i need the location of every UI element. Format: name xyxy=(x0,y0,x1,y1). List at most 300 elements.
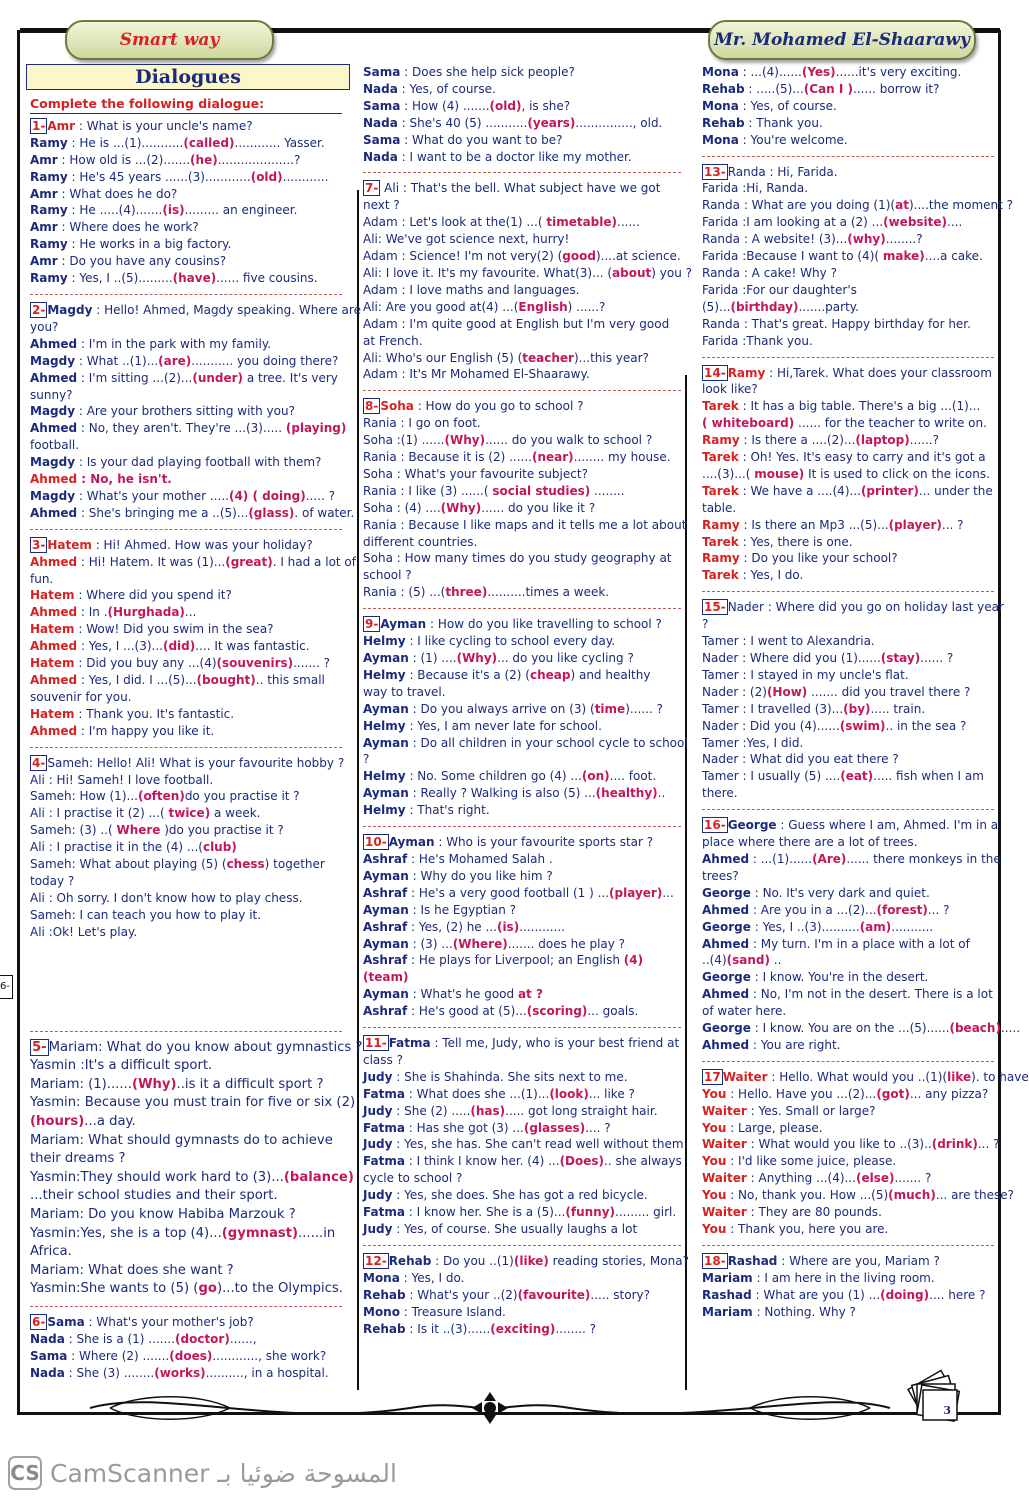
speaker-name: Ahmed xyxy=(30,505,78,520)
speaker-name: You xyxy=(702,1222,727,1236)
line-text: : What does he do? xyxy=(57,186,178,201)
dialogue-line xyxy=(363,231,681,248)
line-text: their dreams ? xyxy=(30,1151,126,1167)
dialogue-line xyxy=(702,667,994,684)
line-text: : What does she ...(1)... xyxy=(404,1086,550,1101)
speaker-name: Judy xyxy=(363,1222,393,1236)
answer-text: timetable) xyxy=(546,215,618,230)
line-text: Randa : What are you doing (1)( xyxy=(702,198,896,213)
dialogue-line xyxy=(363,567,681,584)
dialogue-block xyxy=(363,1253,689,1345)
speaker-name: Ayman xyxy=(363,651,409,665)
dialogue-line xyxy=(702,1037,994,1054)
speaker-name: You xyxy=(702,1120,727,1135)
dialogue-line xyxy=(702,851,1001,868)
line-text: Yasmin :It's a difficult sport. xyxy=(30,1058,213,1074)
dialogue-line xyxy=(702,936,994,953)
speaker-name: Rashad xyxy=(702,1287,752,1302)
page-title: Dialogues xyxy=(26,64,350,90)
line-text: : Yes, I do. xyxy=(738,568,804,583)
line-text: ..............., old. xyxy=(575,115,663,130)
line-text: reading stories, Mona? xyxy=(548,1253,689,1268)
line-text: trees? xyxy=(702,868,739,883)
speaker-name: Sama xyxy=(363,65,401,79)
dialogue-line xyxy=(702,969,994,986)
line-text: : Do all children in your school cycle to school xyxy=(408,735,688,750)
line-text: look like? xyxy=(702,382,758,397)
line-text: (5)... xyxy=(702,299,731,314)
line-text: : He works in a big factory. xyxy=(67,237,232,252)
column-2 xyxy=(363,64,692,1351)
dialogue-line xyxy=(30,1076,342,1095)
dialogue-line xyxy=(702,316,994,333)
dialogue-line xyxy=(363,1187,681,1204)
answer-text: (swim) xyxy=(839,718,886,733)
answer-text: at ? xyxy=(517,987,543,1002)
dialogue-block xyxy=(702,365,994,593)
speaker-name: Ayman xyxy=(388,835,435,850)
line-text: ....... did you travel there ? xyxy=(807,684,971,699)
dialogue-line xyxy=(363,633,681,650)
dialogue-line xyxy=(702,701,994,718)
speaker-name: Judy xyxy=(363,1137,393,1152)
dialogue-line xyxy=(702,333,994,350)
line-text: ) ......? xyxy=(567,299,606,314)
answer-text: (Why) xyxy=(131,1076,177,1092)
dialogue-line xyxy=(30,253,342,270)
line-text: Randa : A website! (3)... xyxy=(702,232,848,247)
answer-text: (Are) xyxy=(812,851,847,866)
dialogue-block xyxy=(702,1069,1029,1246)
line-text: ..is it a difficult sport ? xyxy=(176,1076,324,1092)
speaker-name: Magdy xyxy=(47,302,93,317)
line-text: : No, I'm not in the desert. There is a lot xyxy=(749,987,993,1002)
speaker-name: Amr xyxy=(30,186,58,201)
bottom-ornament xyxy=(80,1388,900,1428)
speaker-name: Ashraf xyxy=(363,953,408,968)
answer-text: (playing) xyxy=(285,421,347,436)
line-text: : Where does he work? xyxy=(57,220,199,235)
line-text: ... like ? xyxy=(588,1086,635,1101)
line-text: : He is ...(1)........... xyxy=(67,135,184,150)
line-text: ............ Yasser. xyxy=(234,135,325,150)
answer-text: (player) xyxy=(609,885,663,900)
dialogue-line xyxy=(363,517,687,534)
dialogue-block xyxy=(363,180,692,391)
speaker-name: Sama xyxy=(30,1348,68,1363)
line-text: ..... train. xyxy=(870,701,926,716)
line-text: : Because it's a (2) ( xyxy=(405,667,530,682)
line-text: do you practise it ? xyxy=(184,789,300,804)
line-text: Sameh: (3) ..( xyxy=(30,823,117,838)
line-text: : Hi,Tarek. What does your classroom xyxy=(765,365,992,380)
line-text: : No, they aren't. They're ...(3)..... xyxy=(77,421,286,436)
speaker-name: Ramy xyxy=(30,271,68,286)
line-text: ....... ? xyxy=(293,656,330,671)
line-text: : (3) ... xyxy=(408,936,453,951)
line-text: : I'm sitting ...(2)... xyxy=(77,370,193,385)
line-text: Randa : Hi, Farida. xyxy=(727,164,838,179)
speaker-name: Ahmed xyxy=(30,472,78,487)
dialogue-block xyxy=(702,599,1004,810)
speaker-name: Amr xyxy=(30,152,58,167)
dialogue-line xyxy=(30,604,342,621)
line-text: : Are your brothers sitting with you? xyxy=(75,404,295,419)
dialogue-number: 2- xyxy=(32,302,46,317)
answer-text: twice) xyxy=(168,806,211,821)
dialogue-block xyxy=(30,1314,342,1389)
answer-text: three) xyxy=(445,585,488,600)
dialogue-line xyxy=(363,1304,681,1321)
answer-text: (player) xyxy=(888,517,942,532)
line-text: : Really ? Walking is also (5) ... xyxy=(408,786,596,801)
line-text: : That's right. xyxy=(405,803,490,818)
dialogue-line xyxy=(30,1225,342,1244)
line-text: Ali : Hi! Sameh! I love football. xyxy=(30,772,214,787)
dialogue-line xyxy=(702,616,994,633)
line-text: .......party. xyxy=(798,299,859,314)
dialogue-line xyxy=(702,180,994,197)
dialogue-line xyxy=(363,550,681,567)
dialogue-line xyxy=(30,1365,342,1382)
speaker-name: Ahmed xyxy=(702,902,750,917)
line-text: It is used to click on the icons. xyxy=(804,466,990,481)
line-text: different countries. xyxy=(363,534,478,549)
line-text: : He's Mohamed Salah . xyxy=(407,851,553,866)
dialogue-line xyxy=(363,1103,681,1120)
speaker-name: Hatem xyxy=(30,706,75,721)
line-text: ... under the xyxy=(918,483,993,498)
line-text: : I am here in the living room. xyxy=(752,1270,935,1285)
dialogue-number: 1- xyxy=(32,118,46,133)
line-text: : I'm happy you like it. xyxy=(77,723,215,738)
answer-text: (great) xyxy=(225,554,273,569)
speaker-name: Ahmed xyxy=(702,1037,750,1052)
line-text: ........? xyxy=(885,232,923,247)
answer-text: teacher xyxy=(522,350,574,365)
dialogue-number: 9- xyxy=(365,617,379,632)
answer-text: (Does) xyxy=(559,1154,605,1169)
dialogue-block xyxy=(30,118,342,295)
line-text: : How (4) ....... xyxy=(400,98,490,113)
speaker-name: Rehab xyxy=(702,115,745,130)
speaker-name: Rehab xyxy=(702,81,745,96)
speaker-name: Judy xyxy=(363,1103,393,1118)
speaker-name: Judy xyxy=(363,1069,393,1084)
line-text: : How do you like travelling to school ? xyxy=(426,617,662,632)
line-text: )....at science. xyxy=(595,249,681,264)
speaker-name: Waiter xyxy=(722,1069,768,1084)
dialogue-line xyxy=(702,768,994,785)
line-text: . I had a lot of xyxy=(272,554,356,569)
speaker-name: Mona xyxy=(363,1270,400,1285)
dialogue-line xyxy=(30,706,342,723)
speaker-name: You xyxy=(702,1086,727,1101)
dialogue-line xyxy=(702,415,994,432)
line-text: ........... xyxy=(891,919,934,934)
dialogue-line xyxy=(30,689,342,706)
line-text: Mariam: Do you know Habiba Marzouk ? xyxy=(30,1206,296,1222)
dialogue-line xyxy=(30,1206,342,1225)
dialogue-line xyxy=(702,1287,994,1304)
speaker-name: Sama xyxy=(47,1314,85,1329)
line-text: ... xyxy=(662,885,674,900)
line-text: : What is your uncle's name? xyxy=(75,118,253,133)
dialogue-line xyxy=(702,365,994,382)
line-text: : Is your dad playing football with them? xyxy=(75,455,322,470)
dialogue-line xyxy=(30,152,342,169)
line-text: ........ ? xyxy=(555,1321,597,1336)
line-text: ...their school studies and their sport. xyxy=(30,1188,278,1204)
dialogue-line xyxy=(30,554,356,571)
line-text: .. in the sea ? xyxy=(885,718,967,733)
answer-text: (old) xyxy=(489,98,522,113)
answer-text: (like) xyxy=(513,1253,549,1268)
answer-text: Where xyxy=(116,823,161,838)
speaker-name: Helmy xyxy=(363,718,406,733)
answer-text: good xyxy=(562,249,596,264)
line-text: : Hi! Ahmed. How was your holiday? xyxy=(91,537,313,552)
dialogue-line xyxy=(363,768,681,785)
dialogue-line xyxy=(363,885,681,902)
dialogue-block xyxy=(363,616,688,827)
line-text: : He's 45 years ......(3)............ xyxy=(67,169,251,184)
dialogue-number: 11- xyxy=(365,1036,387,1051)
dialogue-line xyxy=(702,885,994,902)
dialogue-number: 4- xyxy=(32,755,46,770)
line-text: : Who is your favourite sports star ? xyxy=(434,835,654,850)
dialogue-line xyxy=(363,350,681,367)
dialogue-line xyxy=(363,1003,681,1020)
speaker-name: Mariam xyxy=(702,1270,753,1285)
line-text: ...... ? xyxy=(920,651,954,665)
dialogue-line xyxy=(702,1120,994,1137)
line-text: : Do you ..(1) xyxy=(431,1253,514,1268)
dialogue-line xyxy=(30,924,342,941)
speaker-name: You xyxy=(702,1188,727,1203)
answer-text: (4) xyxy=(623,953,644,968)
line-text: ......... an engineer. xyxy=(184,203,298,218)
line-text: : Yes, I did. I ...(5)... xyxy=(77,673,197,687)
speaker-name: Amr xyxy=(30,254,58,269)
line-text: Ali: I love it. It's my favourite. What(3)... ( xyxy=(363,265,613,280)
speaker-name: Hatem xyxy=(30,622,75,637)
dialogue-line xyxy=(702,517,994,534)
dialogue-number: 18- xyxy=(704,1253,726,1268)
dialogue-line xyxy=(30,1150,342,1169)
speaker-name: Ahmed xyxy=(30,370,78,385)
line-text: : ...(1)...... xyxy=(749,851,813,866)
line-text: Randa : That's great. Happy birthday for her. xyxy=(702,316,971,331)
speaker-name: Rehab xyxy=(363,1287,406,1302)
answer-text: make) xyxy=(882,249,925,264)
line-text: : Where did you spend it? xyxy=(74,588,232,603)
dialogue-line xyxy=(30,755,345,772)
dialogue-line xyxy=(702,599,1004,616)
line-text: Nader : Where did you go on holiday last year xyxy=(727,600,1004,615)
dialogue-line xyxy=(363,1136,688,1153)
speaker-name: Ahmed xyxy=(702,936,750,951)
line-text: way to travel. xyxy=(363,684,446,699)
answer-text: (Yes) xyxy=(801,65,836,79)
line-text: : Wow! Did you swim in the sea? xyxy=(74,622,274,637)
speaker-name: Magdy xyxy=(30,353,76,368)
answer-text: (Why) xyxy=(456,651,498,665)
line-text: .. xyxy=(769,953,782,968)
dialogue-line xyxy=(30,1113,342,1132)
dialogue-line xyxy=(702,81,994,98)
line-text: Ali: Who's our English (5) ( xyxy=(363,350,523,365)
speaker-name: Magdy xyxy=(30,404,76,419)
line-text: Sameh: Hello! Ali! What is your favourite hobby ? xyxy=(47,755,345,770)
line-text: ..... xyxy=(1000,1021,1021,1036)
line-text: : (1) .... xyxy=(408,651,457,665)
speaker-name: Nada xyxy=(30,1331,65,1346)
line-text: : Large, please. xyxy=(726,1120,823,1135)
line-text: ... are these? xyxy=(935,1188,1014,1203)
answer-text: time xyxy=(594,701,626,716)
line-text: : You're welcome. xyxy=(738,132,848,147)
line-text: : What's your ..(2) xyxy=(405,1287,518,1302)
answer-text: about xyxy=(612,265,652,280)
speaker-name: Waiter xyxy=(702,1205,747,1220)
line-text: : We have a ....(4)... xyxy=(738,483,861,498)
line-text: ....... ? xyxy=(894,1171,932,1186)
dialogue-line xyxy=(702,550,994,567)
dialogue-block xyxy=(363,1035,688,1246)
line-text: ..... story? xyxy=(590,1287,651,1302)
line-text: : Are you in a ...(2)... xyxy=(749,902,877,917)
dialogue-line xyxy=(702,466,994,483)
speaker-name: Magdy xyxy=(30,455,76,470)
line-text: : Yes, (2) he ... xyxy=(407,919,497,934)
dialogue-line xyxy=(702,1069,1029,1086)
line-text: : Guess where I am, Ahmed. I'm in a xyxy=(776,818,999,833)
line-text: Rania : Because I like maps and it tells me a lot about xyxy=(363,517,687,532)
line-text: : Thank you. xyxy=(744,115,823,130)
dialogue-line xyxy=(363,751,681,768)
answer-text: (How) xyxy=(766,684,808,699)
line-text: : No, thank you. How ...(5) xyxy=(726,1188,889,1203)
line-text: ... ? xyxy=(927,902,950,917)
speaker-name: Ayman xyxy=(363,701,409,716)
answer-text: (forest) xyxy=(876,902,928,917)
answer-text: (years) xyxy=(527,115,576,130)
dialogue-line xyxy=(30,1057,342,1076)
speaker-name: Helmy xyxy=(363,803,406,818)
line-text: : Yes. Small or large? xyxy=(746,1103,876,1118)
line-text: : I know. You are on the ...(5)...... xyxy=(750,1021,950,1036)
line-text: : Yes, of course. xyxy=(738,98,837,113)
line-text: : Hello. Have you ...(2)... xyxy=(726,1086,877,1101)
line-text: Tamer : I stayed in my uncle's flat. xyxy=(702,667,909,682)
answer-text: (why) xyxy=(847,232,886,247)
line-text: : He's a very good football (1 ) ... xyxy=(407,885,610,900)
answer-text: (on) xyxy=(581,769,610,784)
line-text: Adam : It's Mr Mohamed El-Shaarawy. xyxy=(363,367,590,382)
answer-text: (printer) xyxy=(860,483,919,498)
dialogue-line xyxy=(363,785,681,802)
line-text: : Yes, she has. She can't read well without them. xyxy=(392,1137,688,1152)
line-text: Rania : Because it is (2) ...... xyxy=(363,450,532,465)
line-text: : Hello. What would you ..(1)( xyxy=(767,1069,948,1084)
watermark-text: CamScanner المسوحة ضوئيا بـ xyxy=(50,1458,397,1488)
line-text: : In . xyxy=(77,605,108,620)
dialogue-line xyxy=(30,219,342,236)
answer-text: (team) xyxy=(363,970,409,985)
line-text: ............ xyxy=(519,919,565,934)
line-text: Ali : I practise it (2) ...( xyxy=(30,806,169,821)
dialogue-line xyxy=(363,1253,689,1270)
answer-text: (did) xyxy=(162,639,196,654)
answer-text: (balance) xyxy=(283,1169,354,1185)
answer-text: (beach) xyxy=(949,1021,1001,1036)
speaker-name: Ahmed xyxy=(30,673,78,687)
speaker-name: Tarek xyxy=(702,534,739,549)
column-3 xyxy=(702,64,1029,1335)
speaker-name: Ramy xyxy=(702,517,740,532)
dialogue-line xyxy=(363,115,681,132)
line-text: Tamer : I went to Alexandria. xyxy=(702,634,875,649)
dialogue-line xyxy=(363,735,688,752)
dialogue-line xyxy=(702,115,994,132)
dialogue-line xyxy=(702,282,994,299)
dialogue-line xyxy=(363,969,681,986)
dialogue-line xyxy=(30,907,342,924)
dialogue-line xyxy=(30,403,342,420)
speaker-name: Rashad xyxy=(727,1253,778,1268)
dialogue-line xyxy=(363,1221,681,1238)
dialogue-number: 12- xyxy=(365,1253,387,1268)
line-text: ...... five cousins. xyxy=(216,271,318,286)
answer-text: (got) xyxy=(876,1086,910,1101)
line-text: : I'd like some juice, please. xyxy=(726,1154,897,1169)
line-text: : Is he Egyptian ? xyxy=(408,902,517,917)
dialogue-line xyxy=(30,236,342,253)
line-text: : Is there a ....(2)... xyxy=(739,433,856,448)
line-text: Farida :I am looking at a (2) ... xyxy=(702,215,884,230)
dialogue-line xyxy=(363,834,681,851)
answer-text: (glasses) xyxy=(523,1120,586,1135)
line-text: Mariam: What should gymnasts do to achieve xyxy=(30,1132,333,1148)
answer-text: (eat) xyxy=(840,769,874,784)
line-text: : Did you buy any ...(4) xyxy=(74,656,217,671)
line-text: Sameh: I can teach you how to play it. xyxy=(30,907,262,922)
speaker-name: Ahmed xyxy=(30,554,78,569)
answer-text: (healthy) xyxy=(595,786,658,801)
line-text: Farida :Thank you. xyxy=(702,333,813,348)
line-text: .... foot. xyxy=(609,769,657,784)
line-text: : Yes, there is one. xyxy=(738,534,853,549)
line-text: : Does she help sick people? xyxy=(400,65,575,79)
speaker-name: Mona xyxy=(702,65,739,79)
line-text: : ...(4)...... xyxy=(738,65,802,79)
dialogue-line xyxy=(363,1270,681,1287)
line-text: Yasmin:They should work hard to (3)... xyxy=(30,1169,284,1185)
dialogue-line xyxy=(363,802,681,819)
dialogue-line xyxy=(363,584,681,601)
page-number: 3 xyxy=(943,1404,951,1417)
dialogue-line xyxy=(702,1153,994,1170)
line-text: ) you ? xyxy=(651,265,692,280)
line-text: .. she always xyxy=(604,1154,682,1169)
dialogue-number: 13- xyxy=(704,164,726,179)
line-text: at French. xyxy=(363,333,423,348)
answer-text: (by) xyxy=(843,701,871,716)
line-text: )do you practise it ? xyxy=(160,823,284,838)
speaker-name: Helmy xyxy=(363,769,406,784)
dialogue-line xyxy=(30,788,342,805)
